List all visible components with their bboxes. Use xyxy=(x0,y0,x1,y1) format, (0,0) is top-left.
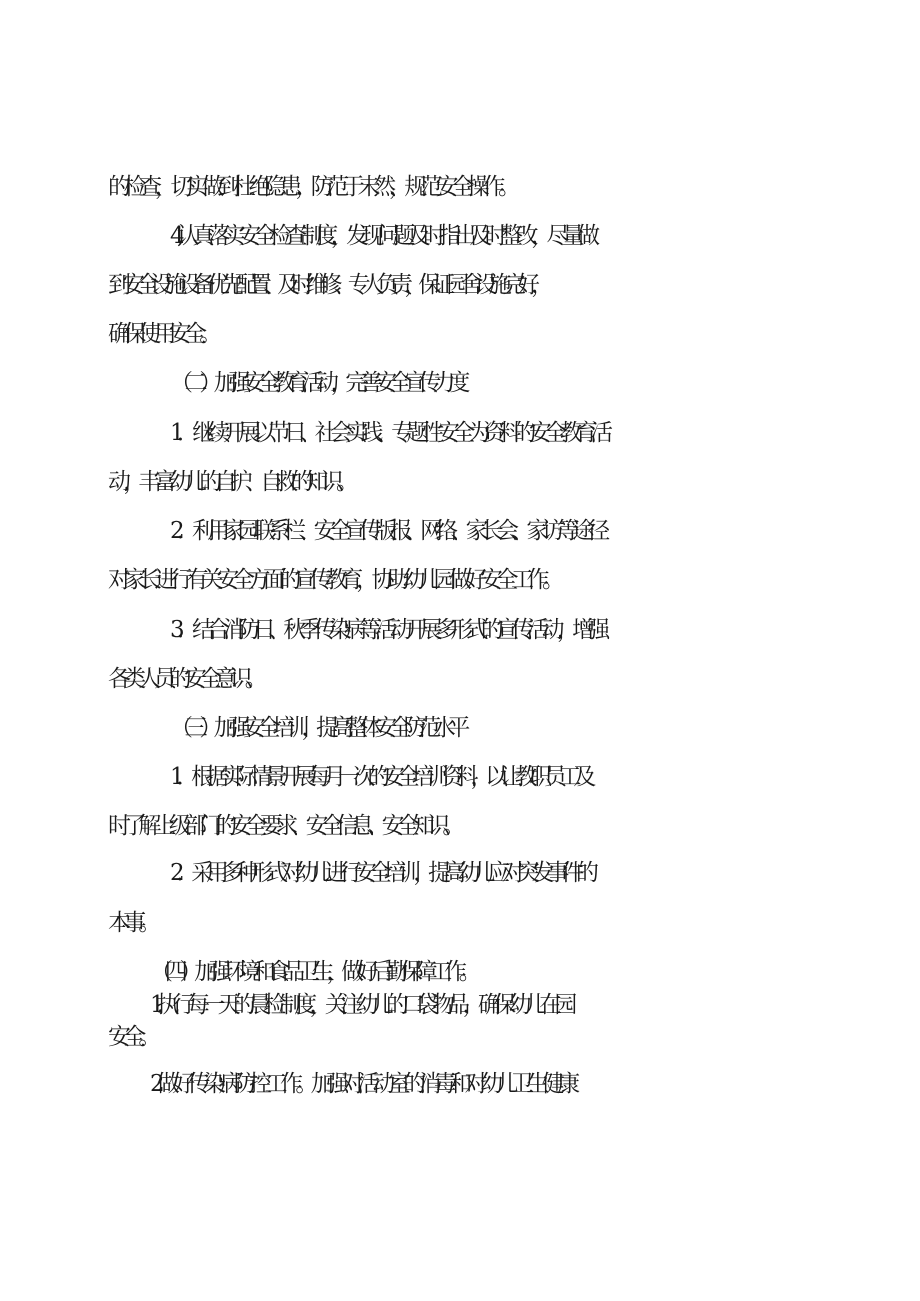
body-text-line: 各类人员的安全意识。 xyxy=(108,666,261,692)
paragraph-line: 3．结合消防日、秋季传染病等活动开展多形式的宣传活动，增强 xyxy=(170,617,603,643)
body-text-line: 时了解上级部门的安全要求、安全信息、安全知识。 xyxy=(108,813,458,839)
paragraph-line: 1．根据实际情景开展每月一次的安全培训资料，以让教职员工及 xyxy=(170,764,588,790)
section-heading: （三）加强安全培训，提高整体安全防范水平 xyxy=(170,715,463,741)
paragraph-line: 2.做好传染病防控工作。加强对活动室的消毒和对幼儿卫生健康 xyxy=(150,1071,573,1097)
body-text-line: 安全。 xyxy=(108,1024,154,1050)
body-text-line: 到安全设施设备优先配置、及时维修、专人负责，保证园舍设施完好， xyxy=(108,272,546,298)
body-text-line: 确保使用安全。 xyxy=(108,321,215,347)
paragraph-line: 2．采用多种形式对幼儿进行安全培训，提高幼儿应对突发事件的 xyxy=(170,860,591,886)
paragraph-line: 2．利用家园联系栏、安全宣传版报、网络、家长会、家访等途径 xyxy=(170,518,603,544)
body-text-line: 的检查，切实做到杜绝隐患，防范于未然，规范安全操作。 xyxy=(108,174,514,200)
paragraph-line: 4,认真落实安全检查制度，发现问题及时指出及时整改，尽量做 xyxy=(170,223,593,249)
paragraph-line: 1．继续开展以节日、社会实践、专题性安全为资料的安全教育活 xyxy=(170,420,606,446)
body-text-line: 本事。 xyxy=(108,910,154,936)
body-text-line: 对家长进行有关安全方面的宣传教育，协助幼儿园做好安全工作。 xyxy=(108,567,558,593)
paragraph-line: 1.执行每一天的晨检制度，关注幼儿的口袋物品，确保幼儿在园 xyxy=(150,992,570,1018)
body-text-line: 动，丰富幼儿的自护、自救的知识。 xyxy=(108,469,352,495)
section-heading: （四）加强环境和食品卫生，做好后勤保障工作。 xyxy=(150,959,474,985)
section-heading: （二）加强安全教育活动，完善安全宣传力度 xyxy=(170,370,463,396)
